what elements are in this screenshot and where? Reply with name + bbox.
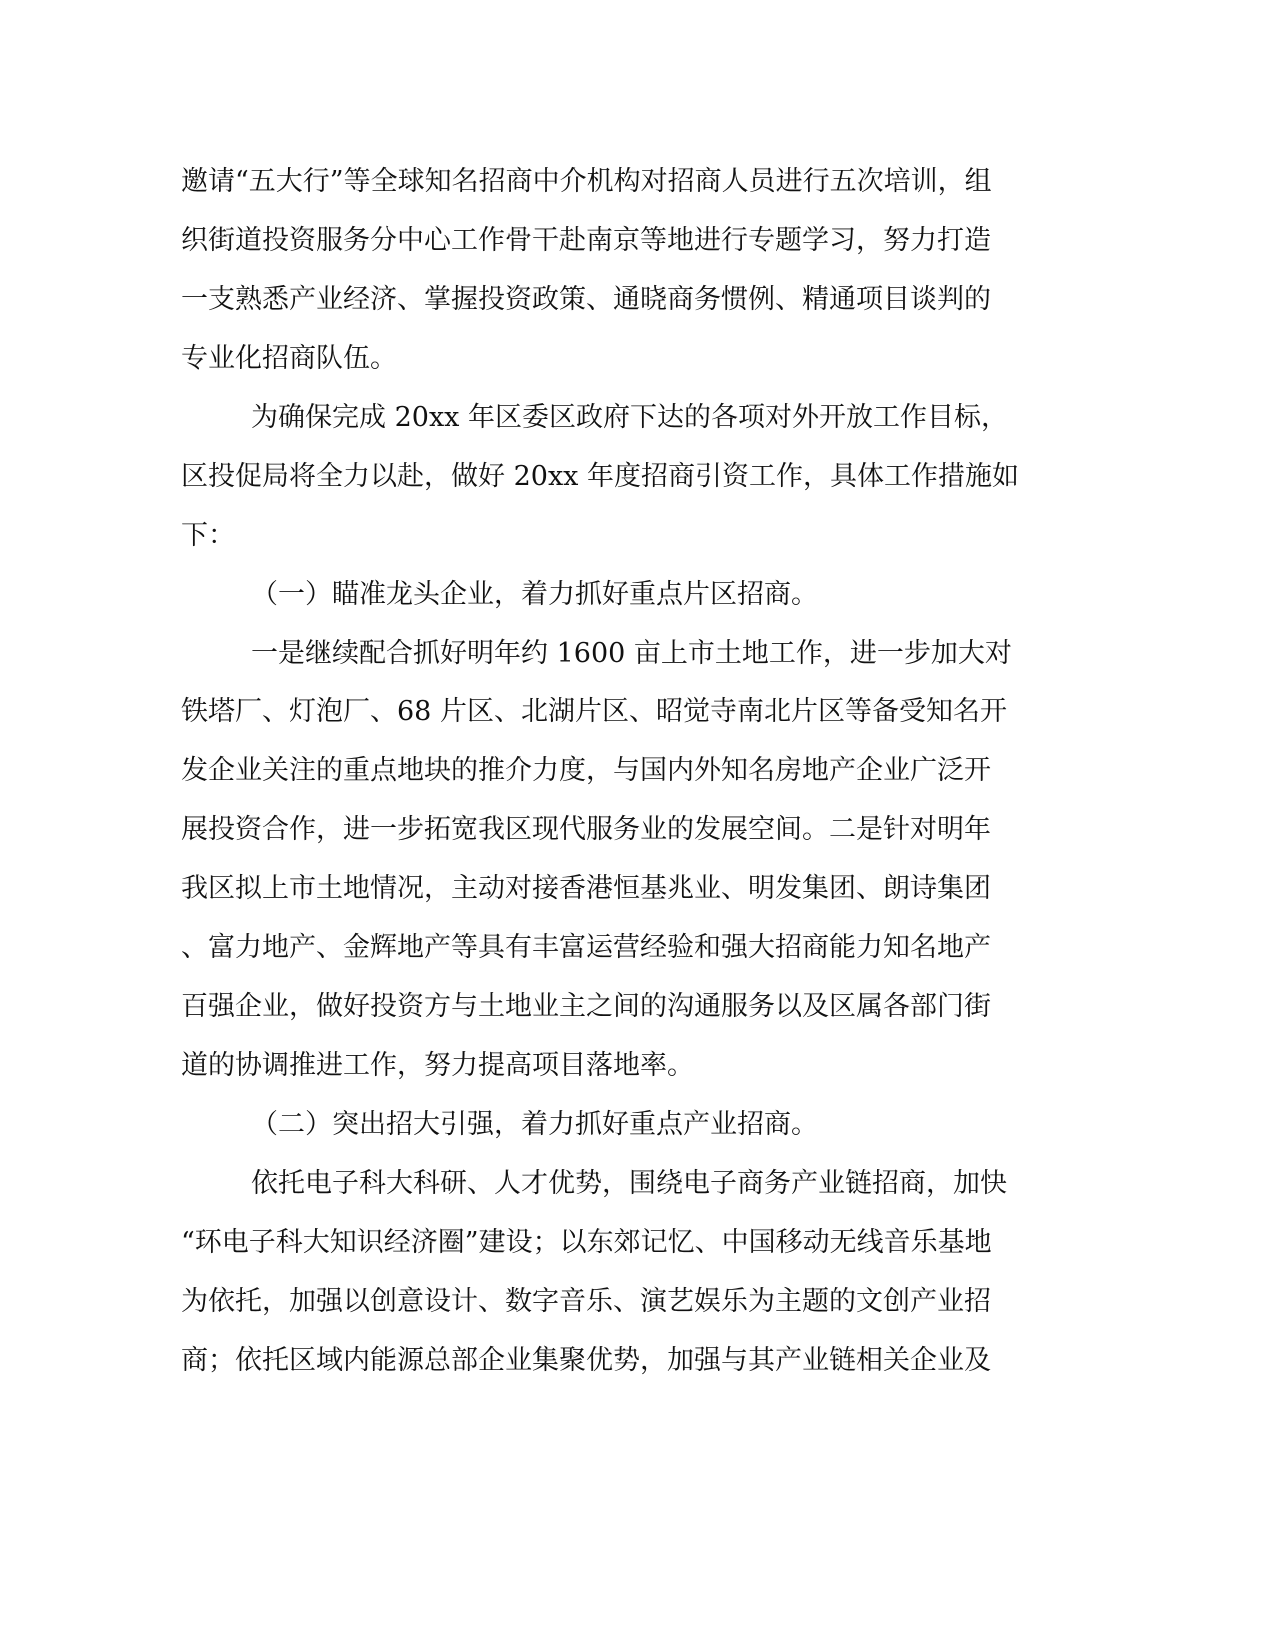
text-line: 下：	[181, 520, 235, 551]
text-line: 百强企业，做好投资方与土地业主之间的沟通服务以及区属各部门街	[181, 991, 991, 1022]
text-line: 一支熟悉产业经济、掌握投资政策、通晓商务惯例、精通项目谈判的	[181, 284, 991, 315]
text-line: 道的协调推进工作，努力提高项目落地率。	[181, 1050, 694, 1081]
text-line: 商；依托区域内能源总部企业集聚优势，加强与其产业链相关企业及	[181, 1345, 991, 1376]
text-line: 发企业关注的重点地块的推介力度，与国内外知名房地产企业广泛开	[181, 755, 991, 786]
text-line: 我区拟上市土地情况，主动对接香港恒基兆业、明发集团、朗诗集团	[181, 873, 991, 904]
text-line: 为依托，加强以创意设计、数字音乐、演艺娱乐为主题的文创产业招	[181, 1286, 991, 1317]
text-line: 一是继续配合抓好明年约 1600 亩上市土地工作，进一步加大对	[251, 638, 1012, 669]
text-line: 邀请“五大行”等全球知名招商中介机构对招商人员进行五次培训，组	[181, 166, 992, 197]
text-line: 铁塔厂、灯泡厂、68 片区、北湖片区、昭觉寺南北片区等备受知名开	[181, 696, 1007, 727]
text-line: 依托电子科大科研、人才优势，围绕电子商务产业链招商，加快	[251, 1168, 1007, 1199]
section-heading: （一）瞄准龙头企业，着力抓好重点片区招商。	[251, 579, 818, 610]
text-line: 为确保完成 20xx 年区委区政府下达的各项对外开放工作目标，	[251, 402, 1008, 433]
text-line: 专业化招商队伍。	[181, 343, 397, 374]
text-line: “环电子科大知识经济圈”建设；以东郊记忆、中国移动无线音乐基地	[181, 1227, 992, 1258]
text-line: 、富力地产、金辉地产等具有丰富运营经验和强大招商能力知名地产	[181, 932, 991, 963]
text-line: 织街道投资服务分中心工作骨干赴南京等地进行专题学习，努力打造	[181, 225, 991, 256]
section-heading: （二）突出招大引强，着力抓好重点产业招商。	[251, 1109, 818, 1140]
text-line: 区投促局将全力以赴，做好 20xx 年度招商引资工作，具体工作措施如	[181, 461, 1019, 492]
text-line: 展投资合作，进一步拓宽我区现代服务业的发展空间。二是针对明年	[181, 814, 991, 845]
